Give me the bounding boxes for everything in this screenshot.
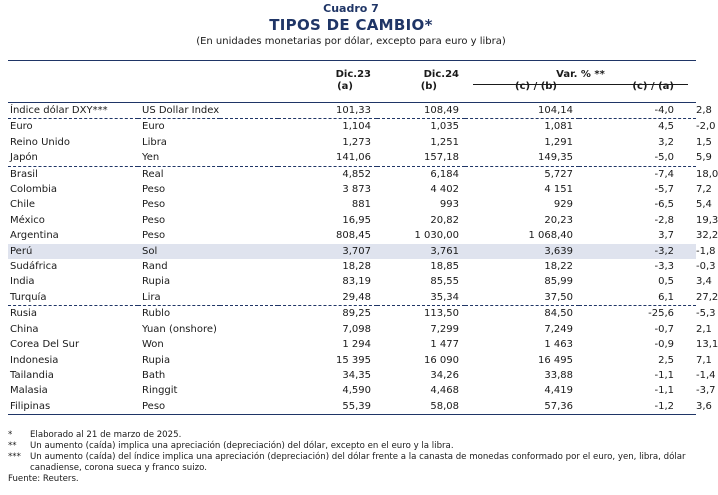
cell-country: Malasia	[10, 385, 48, 397]
table-body	[8, 103, 718, 415]
cell-currency: Won	[142, 339, 164, 351]
table-title: TIPOS DE CAMBIO*	[269, 16, 433, 34]
cell-mar25: 149,35	[465, 150, 579, 166]
cell-dic23: 18,28	[342, 261, 371, 273]
cell-currency: Sol	[138, 244, 220, 259]
cell-country: Tailandia	[10, 369, 54, 381]
cell-currency: Rand	[142, 261, 168, 273]
cell-var-cb: -1,1	[654, 369, 674, 381]
cell-var-cb: -3,2	[579, 244, 696, 259]
header-var-underline	[473, 84, 688, 85]
cell-currency: US Dollar Index	[138, 103, 220, 119]
footnote-mark: *	[8, 430, 13, 440]
cell-mar25: 1,081	[544, 121, 573, 133]
footnote-text: Un aumento (caída) del índice implica una apreciación (depreciación) del dólar frente a la canasta de monedas conformado por el euro, yen, libra, dólar canadiense, corona sueca y franco suizo.	[30, 452, 686, 473]
cell-country: China	[10, 323, 39, 335]
cell-currency: Peso	[142, 184, 166, 196]
cell-dic23: 29,48	[220, 290, 377, 306]
cell-dic23: 101,33	[220, 103, 377, 119]
table-row: Filipinas Peso 55,39 58,08 57,36 -1,2 3,6	[8, 399, 696, 415]
table-row: Tailandia Bath 34,35 34,26 33,88 -1,1 -1,4	[8, 368, 696, 383]
cuadro-label: Cuadro 7	[323, 2, 379, 15]
cell-country: México	[10, 214, 45, 226]
cell-dic24: 1,251	[430, 136, 459, 148]
cell-dic23: 3,707	[220, 244, 377, 259]
cell-dic23: 7,098	[342, 323, 371, 335]
cell-var-cb: -5,0	[579, 150, 696, 166]
cell-dic24: 6,184	[430, 168, 459, 180]
cell-mar25: 4,419	[544, 385, 573, 397]
cell-currency: Peso	[138, 399, 220, 415]
table-row: Malasia Ringgit 4,590 4,468 4,419 -1,1 -3,7	[8, 383, 696, 398]
header-blank-currency	[138, 61, 220, 81]
cell-country: Japón	[8, 150, 138, 166]
cell-currency: Peso	[142, 214, 166, 226]
table-row: Argentina Peso 808,45 1 030,00 1 068,40 3,7 32,2	[8, 228, 696, 243]
cell-currency: Real	[142, 168, 164, 180]
cell-currency: Lira	[138, 290, 220, 306]
cell-dic23: 141,06	[220, 150, 377, 166]
table-row: Sudáfrica Rand 18,28 18,85 18,22 -3,3 -0,3	[8, 259, 696, 274]
cell-var-cb: -4,0	[579, 103, 696, 119]
cell-country: Sudáfrica	[10, 261, 58, 273]
cell-dic24: 1,035	[430, 121, 459, 133]
cell-country: Turquía	[8, 290, 138, 306]
cell-dic24: 993	[439, 199, 459, 211]
cell-dic23: 16,95	[342, 214, 371, 226]
cell-mar25: 18,22	[544, 261, 573, 273]
footnote-3	[8, 452, 696, 474]
footnote-1	[8, 430, 696, 441]
cell-country: India	[10, 276, 35, 288]
table-row: Euro Euro 1,104 1,035 1,081 4,5 -2,0	[8, 119, 696, 135]
table-row: Colombia Peso 3 873 4 402 4 151 -5,7 7,2	[8, 182, 696, 197]
cell-var-cb: 2,5	[658, 354, 674, 366]
cell-var-cb: -25,6	[648, 308, 674, 320]
cell-mar25: 20,23	[544, 214, 573, 226]
cell-dic24: 18,85	[430, 261, 459, 273]
cell-dic24: 35,34	[377, 290, 465, 306]
cell-dic24: 34,26	[430, 369, 459, 381]
cell-currency: Rupia	[142, 354, 171, 366]
footnote-text: Un aumento (caída) implica una apreciación (depreciación) del dólar, excepto en el euro y la libra.	[30, 441, 454, 451]
table-row: Turquía Lira 29,48 35,34 37,50 6,1 27,2	[8, 290, 696, 306]
header-var-label: Var. % **	[556, 69, 605, 80]
cell-mar25: 1,291	[544, 136, 573, 148]
cell-var-cb: 3,7	[658, 230, 674, 242]
cell-currency: Yen	[138, 150, 220, 166]
cell-mar25: 33,88	[544, 369, 573, 381]
header-var	[465, 61, 696, 81]
cell-country: Corea Del Sur	[10, 339, 80, 351]
table-row: India Rupia 83,19 85,55 85,99 0,5 3,4	[8, 274, 696, 289]
cell-dic24: 3,761	[377, 244, 465, 259]
cell-dic24: 20,82	[430, 214, 459, 226]
cell-dic24: 85,55	[430, 276, 459, 288]
table-row: Chile Peso 881 993 929 -6,5 5,4	[8, 197, 696, 212]
cell-country: Euro	[10, 121, 33, 133]
table-row: Corea Del Sur Won 1 294 1 477 1 463 -0,9 13,1	[8, 337, 696, 352]
cell-var-cb: 3,2	[658, 136, 674, 148]
table-row: Perú Sol 3,707 3,761 3,639 -3,2 -1,8	[8, 244, 696, 259]
cell-country: Argentina	[10, 230, 59, 242]
cell-currency: Ringgit	[142, 385, 178, 397]
footnote-mark: ***	[8, 452, 21, 462]
header-var-ca: (c) / (a)	[632, 81, 674, 92]
cell-dic23: 808,45	[336, 230, 371, 242]
header-dic24: Dic.24	[423, 69, 459, 80]
cell-mar25: 929	[553, 199, 573, 211]
cell-currency: Rublo	[142, 308, 171, 320]
cell-dic23: 4,852	[342, 168, 371, 180]
cell-mar25: 5,727	[544, 168, 573, 180]
table-row: México Peso 16,95 20,82 20,23 -2,8 19,3	[8, 213, 696, 228]
cell-dic23: 1,273	[342, 136, 371, 148]
table-row: Rusia Rublo 89,25 113,50 84,50 -25,6 -5,3	[8, 306, 696, 322]
cell-dic23: 83,19	[342, 276, 371, 288]
cell-var-cb: -2,8	[654, 214, 674, 226]
footnote-mark: **	[8, 441, 17, 451]
cell-currency: Peso	[142, 230, 166, 242]
cell-dic23: 1,104	[342, 121, 371, 133]
cell-currency: Libra	[142, 136, 167, 148]
table-row: Brasil Real 4,852 6,184 5,727 -7,4 18,0	[8, 166, 696, 182]
cell-currency: Yuan (onshore)	[142, 323, 217, 335]
cell-dic24: 1 477	[430, 339, 459, 351]
cell-country: Colombia	[10, 184, 57, 196]
table-row: China Yuan (onshore) 7,098 7,299 7,249 -0,7 2,1	[8, 322, 696, 337]
cell-mar25: 7,249	[544, 323, 573, 335]
cell-var-cb: 0,5	[658, 276, 674, 288]
cell-var-cb: -3,3	[654, 261, 674, 273]
cell-country: Brasil	[10, 168, 38, 180]
cell-country: Perú	[8, 244, 138, 259]
cell-var-cb: -1,2	[579, 399, 696, 415]
header-blank-country	[8, 61, 138, 81]
cell-dic24: 4,468	[430, 385, 459, 397]
cell-currency: Peso	[142, 199, 166, 211]
cell-country: Filipinas	[8, 399, 138, 415]
cell-currency: Bath	[142, 369, 166, 381]
cell-mar25: 84,50	[544, 308, 573, 320]
cell-dic24: 7,299	[430, 323, 459, 335]
cell-country: Indonesia	[10, 354, 59, 366]
cell-country: Reino Unido	[10, 136, 70, 148]
table-row: Índice dólar DXY*** US Dollar Index 101,33 108,49 104,14 -4,0 2,8	[8, 103, 696, 119]
cell-mar25: 1 068,40	[528, 230, 573, 242]
cell-dic23: 881	[351, 199, 371, 211]
cell-country: Rusia	[10, 308, 37, 320]
header-var-cb: (c) / (b)	[515, 81, 557, 92]
cell-var-cb: -0,9	[654, 339, 674, 351]
cell-var-cb: -1,1	[654, 385, 674, 397]
table-row: Japón Yen 141,06 157,18 149,35 -5,0 5,9	[8, 150, 696, 166]
cell-dic23: 3 873	[342, 184, 371, 196]
cell-dic23: 15 395	[336, 354, 371, 366]
cell-currency: Rupia	[142, 276, 171, 288]
cell-var-cb: 6,1	[579, 290, 696, 306]
cell-dic24: 1 030,00	[414, 230, 459, 242]
cell-mar25: 37,50	[465, 290, 579, 306]
cell-dic24: 157,18	[377, 150, 465, 166]
source-note: Fuente: Reuters.	[8, 474, 79, 484]
cell-dic23: 55,39	[220, 399, 377, 415]
cell-mar25: 104,14	[465, 103, 579, 119]
footnote-text: Elaborado al 21 de marzo de 2025.	[30, 430, 182, 440]
footnote-2	[8, 441, 696, 452]
header-dic23-sub: (a)	[337, 81, 353, 92]
cell-mar25: 3,639	[465, 244, 579, 259]
cell-var-cb: -5,7	[654, 184, 674, 196]
cell-country: Chile	[10, 199, 36, 211]
header-dic24-sub: (b)	[420, 81, 437, 92]
cell-dic24: 113,50	[424, 308, 459, 320]
exchange-rate-table	[8, 60, 718, 415]
cell-dic23: 34,35	[342, 369, 371, 381]
cell-dic23: 89,25	[342, 308, 371, 320]
cell-dic23: 1 294	[342, 339, 371, 351]
cell-var-cb: -7,4	[654, 168, 674, 180]
header-dic23: Dic.23	[335, 69, 371, 80]
cell-mar25: 16 495	[538, 354, 573, 366]
cell-mar25: 4 151	[544, 184, 573, 196]
cell-country: Índice dólar DXY***	[8, 103, 138, 119]
cell-dic24: 108,49	[377, 103, 465, 119]
cell-dic24: 16 090	[424, 354, 459, 366]
table-subtitle: (En unidades monetarias por dólar, excepto para euro y libra)	[196, 36, 506, 47]
cell-mar25: 57,36	[465, 399, 579, 415]
cell-var-cb: -6,5	[654, 199, 674, 211]
cell-var-cb: -0,7	[654, 323, 674, 335]
cell-dic24: 4 402	[430, 184, 459, 196]
table-row: Reino Unido Libra 1,273 1,251 1,291 3,2 1,5	[8, 135, 696, 150]
cell-mar25: 85,99	[544, 276, 573, 288]
cell-currency: Euro	[142, 121, 165, 133]
footnotes	[8, 430, 696, 485]
cell-mar25: 1 463	[544, 339, 573, 351]
cell-dic23: 4,590	[342, 385, 371, 397]
cell-var-cb: 4,5	[658, 121, 674, 133]
table-row: Indonesia Rupia 15 395 16 090 16 495 2,5 7,1	[8, 353, 696, 368]
cell-dic24: 58,08	[377, 399, 465, 415]
